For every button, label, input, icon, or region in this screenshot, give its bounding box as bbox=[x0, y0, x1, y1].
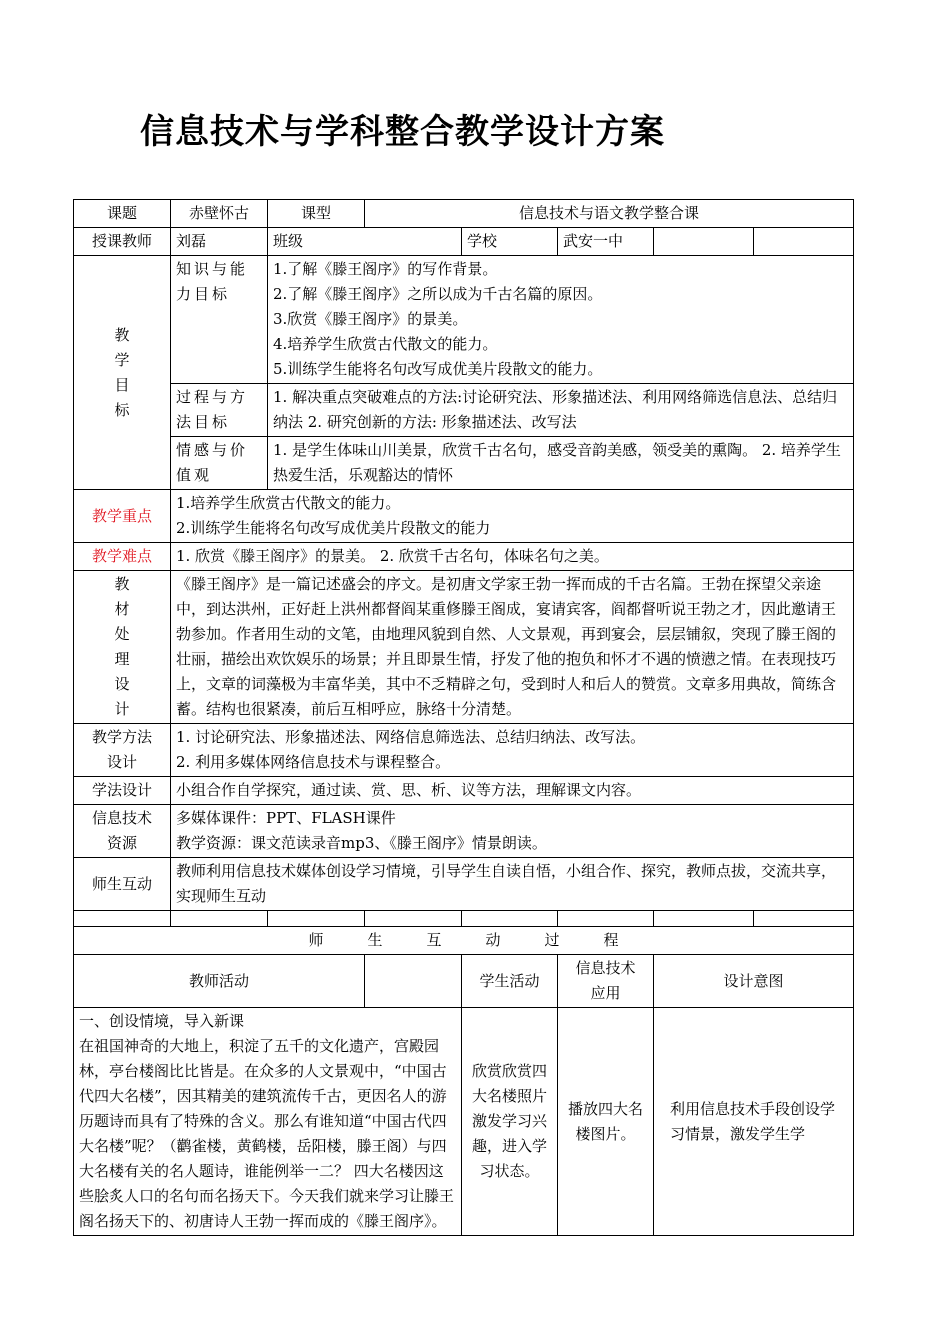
list-item: 3.欣赏《滕王阁序》的景美。 bbox=[273, 310, 468, 328]
list-item: 1.培养学生欣赏古代散文的能力。 bbox=[176, 494, 401, 512]
row-method bbox=[74, 724, 854, 777]
row-goal-knowledge bbox=[74, 256, 854, 384]
list-item: 1.了解《滕王阁序》的写作背景。 bbox=[273, 260, 498, 278]
row-study bbox=[74, 777, 854, 805]
emotion-goal-text: 1. 是学生体味山川美景，欣赏千古名句，感受音韵美感，领受美的熏陶。 2. 培养学生热爱生活，乐观豁达的情怀 bbox=[268, 437, 854, 490]
row-topic bbox=[74, 200, 854, 228]
row-it-resources bbox=[74, 805, 854, 858]
topic-label: 课题 bbox=[74, 200, 171, 228]
material-label: 教 材 处 理 设 计 bbox=[74, 571, 171, 724]
col-it-application: 信息技术 应用 bbox=[558, 955, 654, 1008]
empty-cell bbox=[365, 955, 462, 1008]
difficulties-label: 教学难点 bbox=[74, 543, 171, 571]
row-difficulties bbox=[74, 543, 854, 571]
interaction-text: 教师利用信息技术媒体创设学习情境，引导学生自读自悟，小组合作、探究，教师点拔，交流共享，实现师生互动 bbox=[171, 858, 854, 911]
activity-heading: 一、创设情境，导入新课 bbox=[79, 1012, 245, 1030]
list-item: 2. 利用多媒体网络信息技术与课程整合。 bbox=[176, 753, 451, 771]
col-student-activity: 学生活动 bbox=[462, 955, 558, 1008]
key-points-label: 教学重点 bbox=[74, 490, 171, 543]
class-label: 班级 bbox=[268, 228, 462, 256]
row-process-columns bbox=[74, 955, 854, 1008]
col-teacher-activity: 教师活动 bbox=[74, 955, 365, 1008]
empty-cell bbox=[754, 228, 854, 256]
lesson-plan-table bbox=[73, 199, 854, 1236]
activity-text: 在祖国神奇的大地上，积淀了五千的文化遗产，宫殿园林，亭台楼阁比比皆是。在众多的人文景观中，“中国古代四大名楼”，因其精美的建筑流传千古，更因名人的游历题诗而具有了特殊的含义。那么有谁知道“中国古代四大名楼”呢？（鹳雀楼，黄鹤楼，岳阳楼，滕王阁）与四大名楼有关的名人题诗，谁能例举一二？ 四大名楼因这些脍炙人口的名句而名扬天下。今天我们就来学习让滕王阁名扬天下的、初唐诗人王勃一挥而成的《滕王阁序》。 bbox=[79, 1037, 455, 1230]
knowledge-goal-label: 知识与能力目标 bbox=[171, 256, 268, 384]
school-label: 学校 bbox=[462, 228, 558, 256]
material-text: 《滕王阁序》是一篇记述盛会的序文。是初唐文学家王勃一挥而成的千古名篇。王勃在探望父亲途中，到达洪州，正好赶上洪州都督阎某重修滕王阁成，宴请宾客，阎都督听说王勃之才，因此邀请王勃参加。作者用生动的文笔，由地理风貌到自然、人文景观，再到宴会，层层铺叙，突现了滕王阁的壮丽，描绘出欢饮娱乐的场景；并且即景生情，抒发了他的抱负和怀才不遇的愤懑之情。在表现技巧上，文章的词藻极为丰富华美，其中不乏精辟之句，受到时人和后人的赞赏。文章多用典故，简练含蓄。结构也很紧凑，前后互相呼应，脉络十分清楚。 bbox=[171, 571, 854, 724]
teacher-label: 授课教师 bbox=[74, 228, 171, 256]
table-row bbox=[74, 1008, 854, 1236]
page-title: 信息技术与学科整合教学设计方案 bbox=[140, 112, 665, 152]
row-process-header bbox=[74, 927, 854, 955]
study-label: 学法设计 bbox=[74, 777, 171, 805]
row-goal-process bbox=[74, 384, 854, 437]
type-value: 信息技术与语文教学整合课 bbox=[365, 200, 854, 228]
method-list bbox=[171, 724, 854, 777]
row-spacer bbox=[74, 911, 854, 927]
list-item: 教学资源：课文范读录音mp3、《滕王阁序》情景朗读。 bbox=[176, 834, 547, 852]
design-intent-cell: 利用信息技术手段创设学习情景，激发学生学 bbox=[654, 1008, 854, 1236]
list-item: 4.培养学生欣赏古代散文的能力。 bbox=[273, 335, 498, 353]
it-application-cell: 播放四大名楼图片。 bbox=[558, 1008, 654, 1236]
row-goal-emotion bbox=[74, 437, 854, 490]
col-design-intent: 设计意图 bbox=[654, 955, 854, 1008]
difficulties-text: 1. 欣赏《滕王阁序》的景美。 2. 欣赏千古名句，体味名句之美。 bbox=[171, 543, 854, 571]
list-item: 2.训练学生能将名句改写成优美片段散文的能力 bbox=[176, 519, 491, 537]
it-resources-label: 信息技术 资源 bbox=[74, 805, 171, 858]
type-label: 课型 bbox=[268, 200, 365, 228]
list-item: 1. 讨论研究法、形象描述法、网络信息筛选法、总结归纳法、改写法。 bbox=[176, 728, 646, 746]
interaction-label: 师生互动 bbox=[74, 858, 171, 911]
topic-value: 赤壁怀古 bbox=[171, 200, 268, 228]
list-item: 5.训练学生能将名句改写成优美片段散文的能力。 bbox=[273, 360, 603, 378]
process-goal-text: 1. 解决重点突破难点的方法:讨论研究法、形象描述法、利用网络筛选信息法、总结归纳法 2. 研究创新的方法: 形象描述法、改写法 bbox=[268, 384, 854, 437]
process-goal-label: 过程与方法目标 bbox=[171, 384, 268, 437]
teacher-value: 刘磊 bbox=[171, 228, 268, 256]
process-header: 师 生 互 动 过 程 bbox=[74, 927, 854, 955]
row-interaction bbox=[74, 858, 854, 911]
list-item: 2.了解《滕王阁序》之所以成为千古名篇的原因。 bbox=[273, 285, 603, 303]
row-material bbox=[74, 571, 854, 724]
key-points-list bbox=[171, 490, 854, 543]
empty-cell bbox=[654, 228, 754, 256]
goals-label: 教 学 目 标 bbox=[74, 256, 171, 490]
method-label: 教学方法 设计 bbox=[74, 724, 171, 777]
it-resources-list bbox=[171, 805, 854, 858]
knowledge-goal-list bbox=[268, 256, 854, 384]
teacher-activity-cell bbox=[74, 1008, 462, 1236]
school-value: 武安一中 bbox=[558, 228, 654, 256]
row-key-points bbox=[74, 490, 854, 543]
emotion-goal-label: 情感与价值观 bbox=[171, 437, 268, 490]
study-text: 小组合作自学探究，通过读、赏、思、析、议等方法，理解课文内容。 bbox=[171, 777, 854, 805]
row-teacher bbox=[74, 228, 854, 256]
student-activity-cell: 欣赏欣赏四大名楼照片激发学习兴趣，进入学习状态。 bbox=[462, 1008, 558, 1236]
list-item: 多媒体课件：PPT、FLASH课件 bbox=[176, 809, 396, 827]
